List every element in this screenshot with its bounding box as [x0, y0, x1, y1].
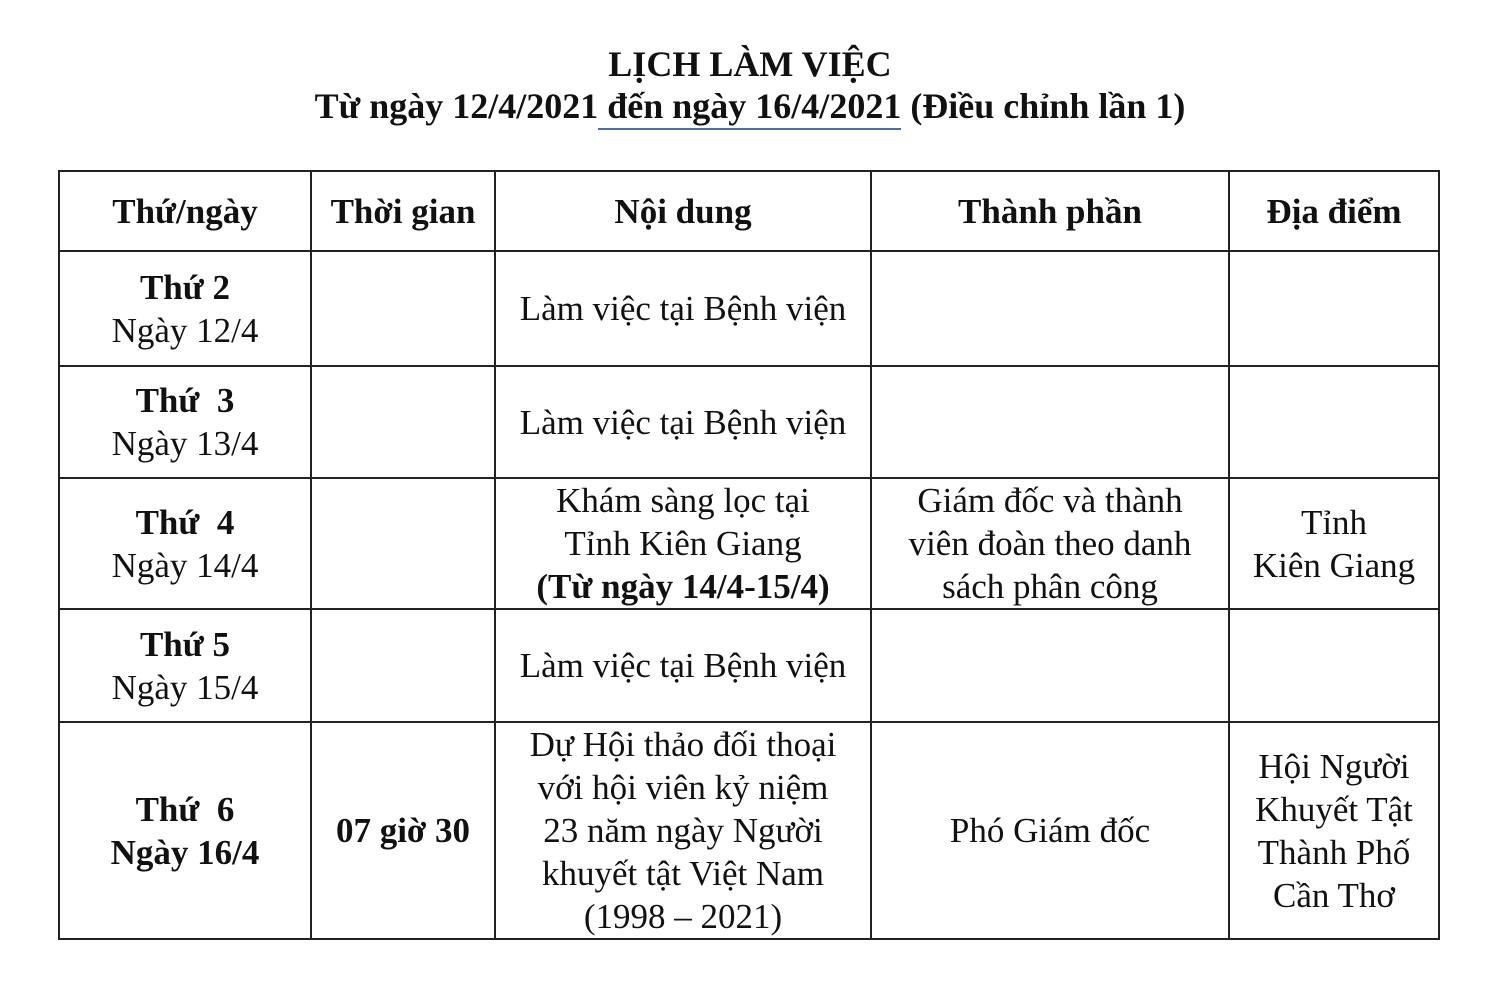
day-date: Ngày 14/4	[111, 545, 259, 585]
location-line: Khuyết Tật	[1255, 789, 1413, 829]
location-line: Thành Phố	[1257, 832, 1411, 872]
content-line: Khám sàng lọc tại	[556, 481, 810, 520]
content-line: Làm việc tại Bệnh viện	[519, 289, 847, 328]
location-cell	[1229, 609, 1439, 722]
table-row	[59, 366, 1439, 478]
location-line: Tỉnh	[1300, 502, 1368, 542]
time-cell	[311, 478, 495, 609]
participants-cell	[871, 478, 1229, 609]
content-line: với hội viên kỷ niệm	[537, 768, 829, 807]
schedule-table	[58, 170, 1440, 940]
participants-line: viên đoàn theo danh	[908, 524, 1192, 563]
header-location: Địa điểm	[1229, 171, 1439, 251]
day-date: Ngày 12/4	[111, 310, 259, 350]
location-cell	[1229, 478, 1439, 609]
subtitle-underlined: đến ngày 16/4/2021	[598, 86, 901, 130]
time-cell	[311, 366, 495, 478]
day-name: Thứ 6	[135, 789, 235, 829]
header-participants: Thành phần	[871, 171, 1229, 251]
day-cell	[59, 366, 311, 478]
day-name: Thứ 5	[139, 624, 231, 664]
header-content: Nội dung	[495, 171, 871, 251]
day-cell	[59, 478, 311, 609]
day-date: Ngày 13/4	[111, 424, 259, 463]
content-line: khuyết tật Việt Nam	[541, 854, 825, 893]
content-line: (1998 – 2021)	[583, 897, 783, 936]
content-cell	[495, 722, 871, 939]
participants-line: sách phân công	[942, 567, 1158, 606]
participants-line: Giám đốc và thành	[917, 481, 1183, 520]
header-row	[59, 171, 1439, 251]
document-subtitle	[0, 84, 1500, 128]
content-line: Làm việc tại Bệnh viện	[519, 402, 847, 442]
location-line: Kiên Giang	[1252, 545, 1416, 585]
day-cell	[59, 609, 311, 722]
participants-line: Phó Giám đốc	[949, 811, 1151, 850]
content-cell	[495, 609, 871, 722]
content-line: Tỉnh Kiên Giang	[564, 524, 802, 563]
table-row	[59, 251, 1439, 366]
location-cell	[1229, 722, 1439, 939]
participants-cell	[871, 366, 1229, 478]
day-name: Thứ 3	[135, 381, 235, 420]
content-cell	[495, 366, 871, 478]
location-line: Hội Người	[1258, 746, 1410, 786]
table-row	[59, 722, 1439, 939]
header-time: Thời gian	[311, 171, 495, 251]
day-cell	[59, 722, 311, 939]
table-row	[59, 478, 1439, 609]
day-name: Thứ 2	[139, 267, 231, 307]
subtitle-start: Từ ngày 12/4/2021	[314, 86, 599, 126]
content-note: (Từ ngày 14/4-15/4)	[536, 567, 830, 606]
location-line: Cần Thơ	[1273, 875, 1395, 915]
header-day: Thứ/ngày	[59, 171, 311, 251]
content-line: Dự Hội thảo đối thoại	[529, 725, 837, 764]
day-name: Thứ 4	[135, 502, 235, 542]
day-date: Ngày 15/4	[111, 667, 259, 707]
participants-cell	[871, 609, 1229, 722]
time-cell	[311, 251, 495, 366]
content-line: Làm việc tại Bệnh viện	[519, 646, 847, 685]
participants-cell	[871, 251, 1229, 366]
day-date: Ngày 16/4	[110, 832, 260, 872]
time-cell	[311, 609, 495, 722]
content-cell	[495, 251, 871, 366]
participants-cell	[871, 722, 1229, 939]
location-cell	[1229, 366, 1439, 478]
time-cell: 07 giờ 30	[311, 722, 495, 939]
subtitle-end: (Điều chỉnh lần 1)	[901, 86, 1186, 126]
table-row	[59, 609, 1439, 722]
document-title: LỊCH LÀM VIỆC	[608, 44, 892, 84]
content-cell	[495, 478, 871, 609]
day-cell	[59, 251, 311, 366]
content-line: 23 năm ngày Người	[543, 811, 823, 850]
location-cell	[1229, 251, 1439, 366]
